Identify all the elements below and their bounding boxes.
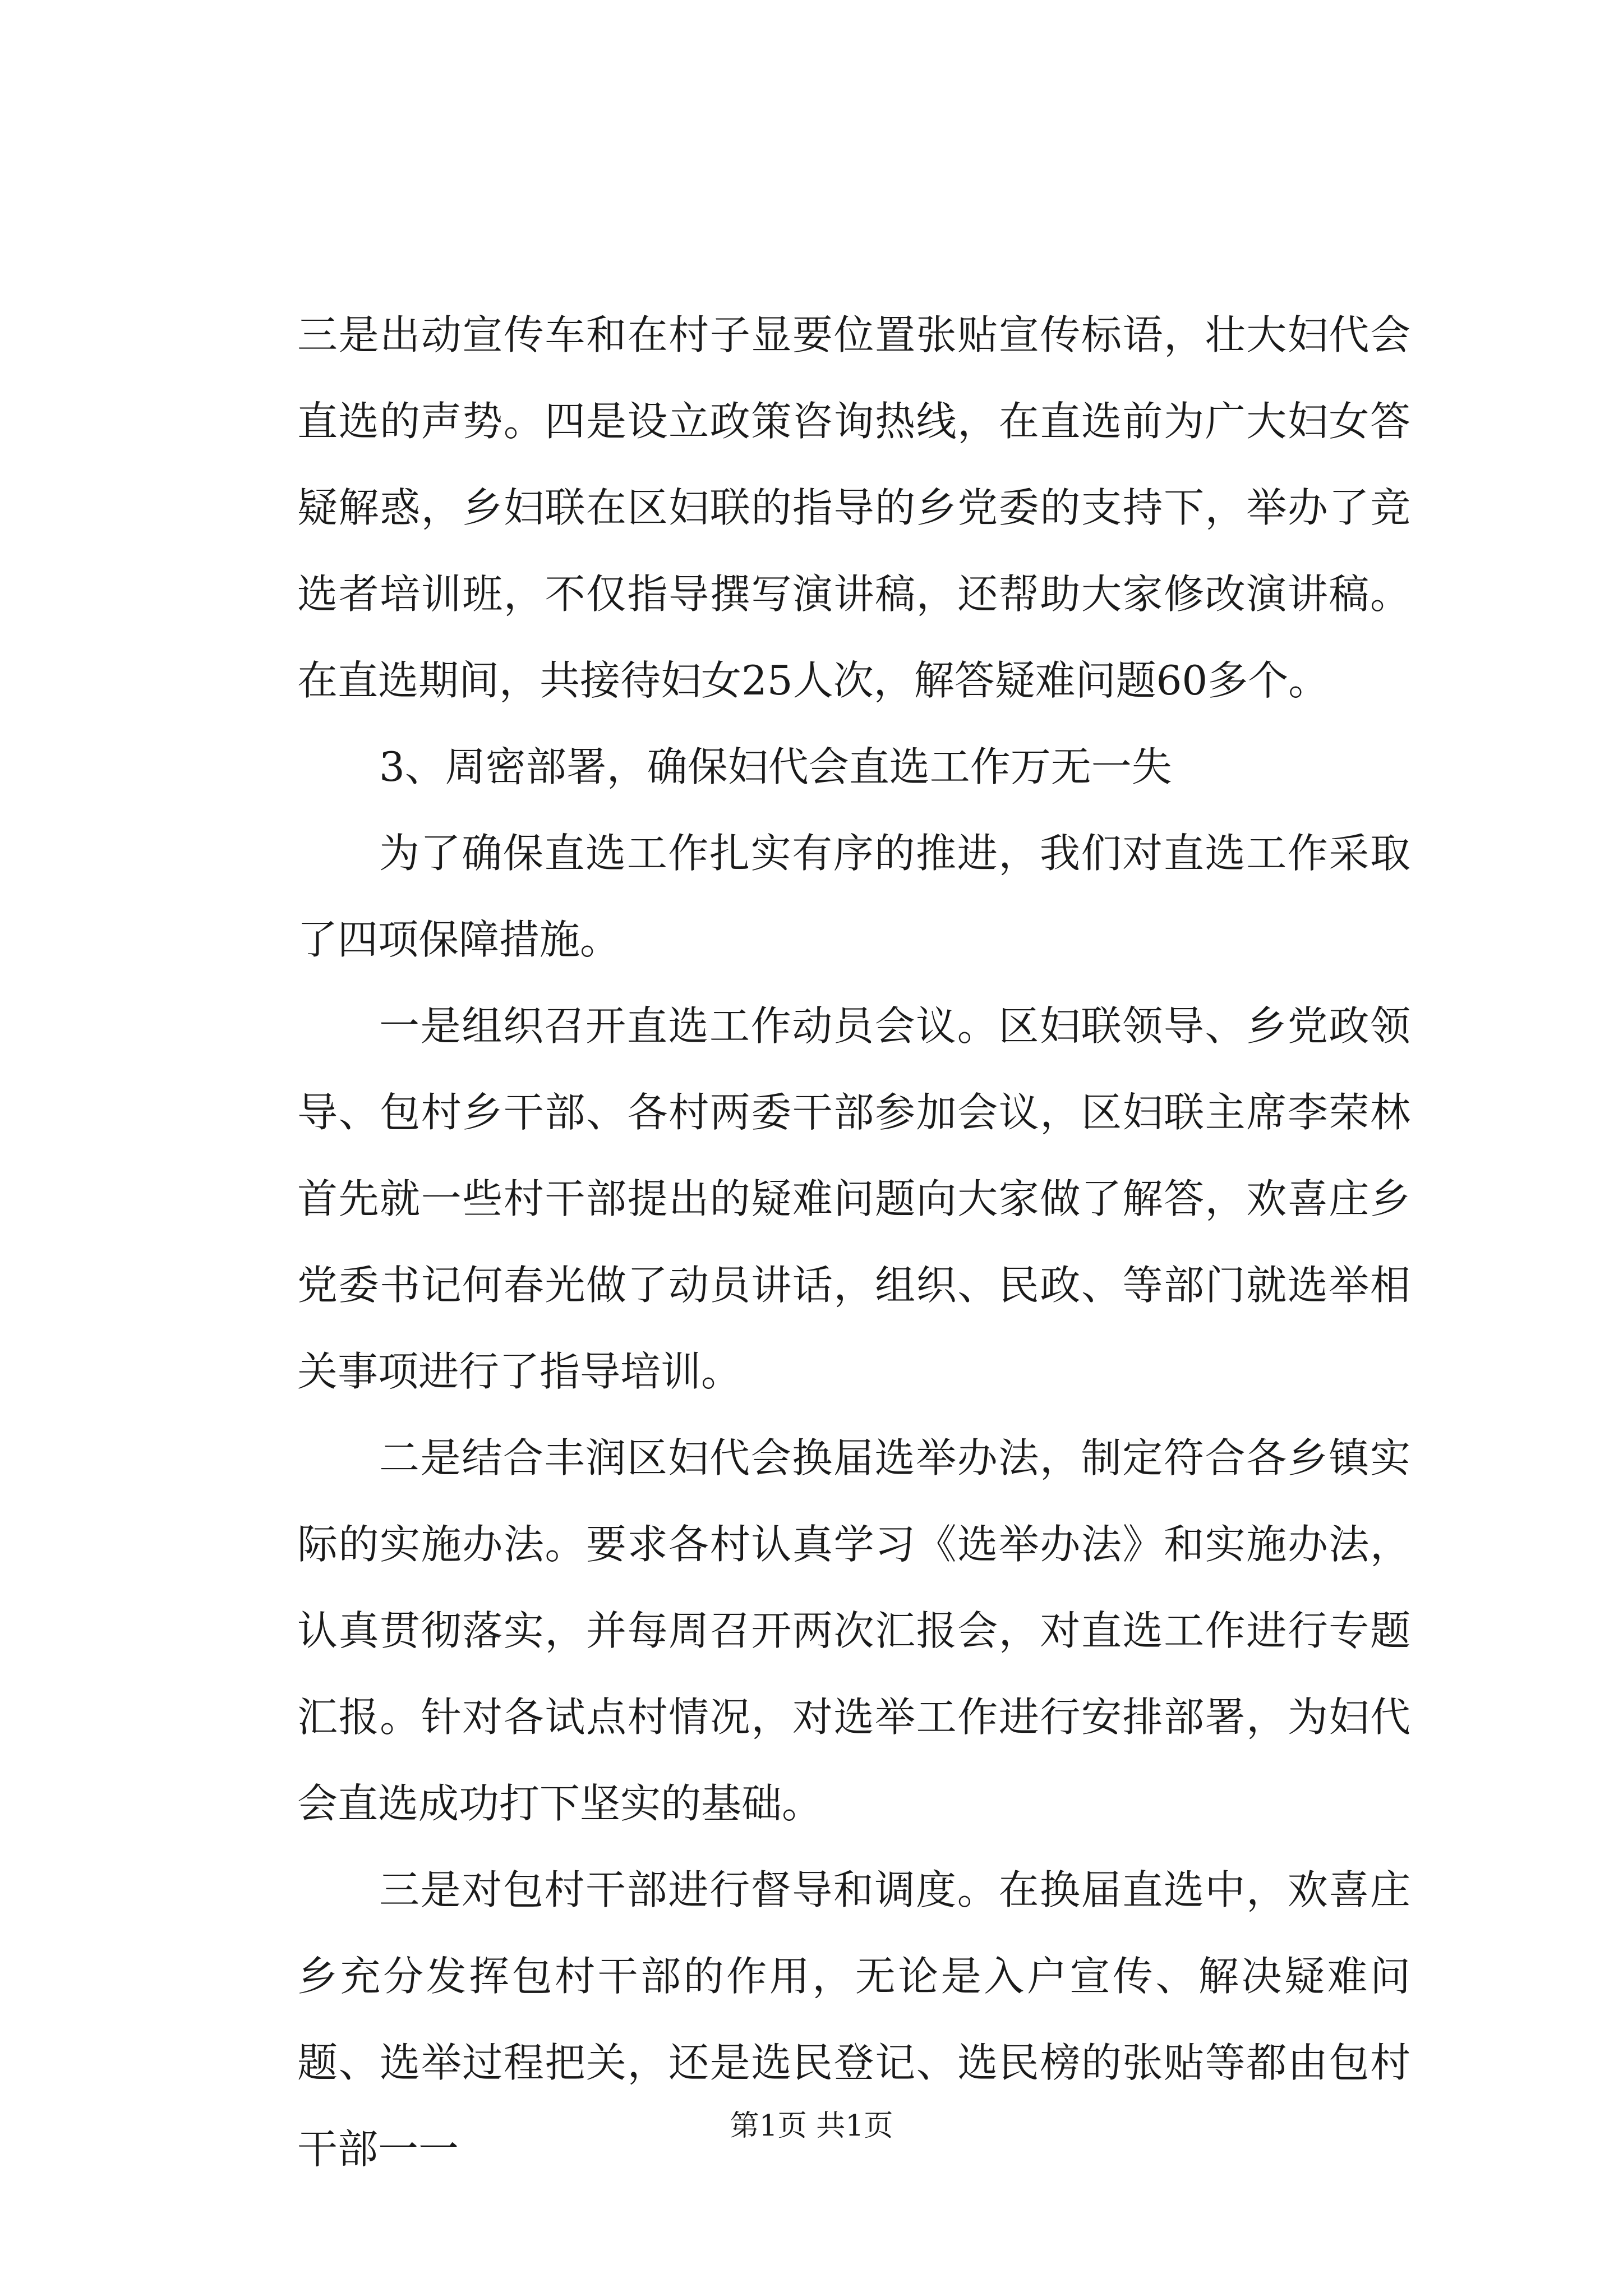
section-heading-deployment: 3、周密部署，确保妇代会直选工作万无一失	[379, 743, 1172, 790]
paragraph-safeguard-intro: 为了确保直选工作扎实有序的推进，我们对直选工作采取了四项保障措施。	[297, 830, 1410, 963]
page-footer	[0, 2106, 1623, 2146]
paragraph-continued-publicity: 三是出动宣传车和在村子显要位置张贴宣传标语，壮大妇代会直选的声势。四是设立政策咨询热线，在直选前为广大妇女答疑解惑，乡妇联在区妇联的指导的乡党委的支持下，举办了竞选者培训班，不仅指导撰写演讲稿，还帮助大家修改演讲稿。在直选期间，共接待妇女25人次，解答疑难问题60多个。	[297, 311, 1410, 704]
page-number-label: 第1页 共1页	[730, 2109, 893, 2143]
paragraph-mobilization-meeting: 一是组织召开直选工作动员会议。区妇联领导、乡党政领导、包村乡干部、各村两委干部参加会议，区妇联主席李荣林首先就一些村干部提出的疑难问题向大家做了解答，欢喜庄乡党委书记何春光做了动员讲话，组织、民政、等部门就选举相关事项进行了指导培训。	[297, 1002, 1410, 1395]
paragraph-implementation-measures: 二是结合丰润区妇代会换届选举办法，制定符合各乡镇实际的实施办法。要求各村认真学习《选举办法》和实施办法，认真贯彻落实，并每周召开两次汇报会，对直选工作进行专题汇报。针对各试点村情况，对选举工作进行安排部署，为妇代会直选成功打下坚实的基础。	[297, 1434, 1410, 1827]
paragraph-cadre-supervision: 三是对包村干部进行督导和调度。在换届直选中，欢喜庄乡充分发挥包村干部的作用，无论是入户宣传、解决疑难问题、选举过程把关，还是选民登记、选民榜的张贴等都由包村干部一一	[297, 1866, 1410, 2173]
document-body	[297, 292, 1410, 2192]
